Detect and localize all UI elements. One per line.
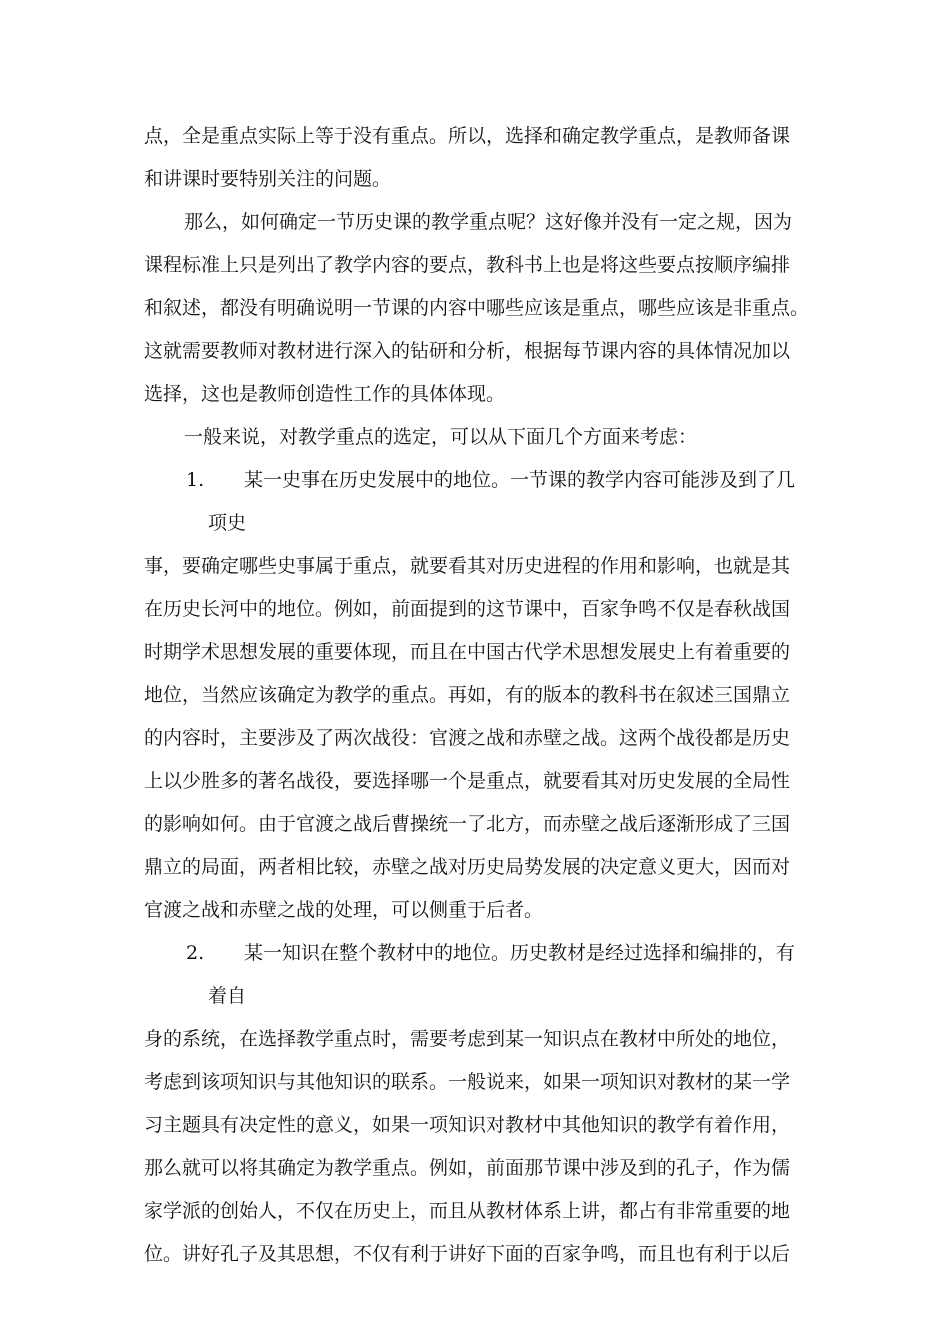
list-item-wrap: 着自 — [208, 985, 247, 1007]
list-number: 1. — [186, 469, 205, 491]
body-text-line: 鼎立的局面，两者相比较，赤壁之战对历史局势发展的决定意义更大，因而对 — [144, 856, 791, 878]
body-text-line: 和讲课时要特别关注的问题。 — [144, 168, 392, 190]
body-text-line: 地位，当然应该确定为教学的重点。再如，有的版本的教科书在叙述三国鼎立 — [144, 684, 791, 706]
body-text-line: 习主题具有决定性的意义，如果一项知识对教材中其他知识的教学有着作用， — [144, 1114, 791, 1136]
body-text-line: 家学派的创始人，不仅在历史上，而且从教材体系上讲，都占有非常重要的地 — [144, 1200, 791, 1222]
body-text-line: 考虑到该项知识与其他知识的联系。一般说来，如果一项知识对教材的某一学 — [144, 1071, 791, 1093]
list-item-heading: 某一史事在历史发展中的地位。一节课的教学内容可能涉及到了几 — [244, 469, 796, 491]
body-text-line: 上以少胜多的著名战役，要选择哪一个是重点，就要看其对历史发展的全局性 — [144, 770, 791, 792]
list-number: 2. — [186, 942, 205, 964]
body-text-line: 选择，这也是教师创造性工作的具体体现。 — [144, 383, 506, 405]
body-text-line: 时期学术思想发展的重要体现，而且在中国古代学术思想发展史上有着重要的 — [144, 641, 791, 663]
body-text-line: 的内容时，主要涉及了两次战役：官渡之战和赤壁之战。这两个战役都是历史 — [144, 727, 791, 749]
body-text-line: 和叙述，都没有明确说明一节课的内容中哪些应该是重点，哪些应该是非重点。 — [144, 297, 810, 319]
body-text-line: 事，要确定哪些史事属于重点，就要看其对历史进程的作用和影响，也就是其 — [144, 555, 791, 577]
list-item-heading: 某一知识在整个教材中的地位。历史教材是经过选择和编排的，有 — [244, 942, 796, 964]
paragraph-first-line: 一般来说，对教学重点的选定，可以从下面几个方面来考虑： — [184, 426, 698, 448]
body-text-line: 点，全是重点实际上等于没有重点。所以，选择和确定教学重点，是教师备课 — [144, 125, 791, 147]
body-text-line: 在历史长河中的地位。例如，前面提到的这节课中，百家争鸣不仅是春秋战国 — [144, 598, 791, 620]
paragraph-first-line: 那么，如何确定一节历史课的教学重点呢？这好像并没有一定之规，因为 — [184, 211, 793, 233]
body-text-line: 身的系统，在选择教学重点时，需要考虑到某一知识点在教材中所处的地位， — [144, 1028, 791, 1050]
body-text-line: 那么就可以将其确定为教学重点。例如，前面那节课中涉及到的孔子，作为儒 — [144, 1157, 791, 1179]
list-item-wrap: 项史 — [208, 512, 247, 534]
body-text-line: 的影响如何。由于官渡之战后曹操统一了北方，而赤壁之战后逐渐形成了三国 — [144, 813, 791, 835]
body-text-line: 这就需要教师对教材进行深入的钻研和分析，根据每节课内容的具体情况加以 — [144, 340, 791, 362]
body-text-line: 位。讲好孔子及其思想，不仅有利于讲好下面的百家争鸣，而且也有利于以后 — [144, 1243, 791, 1265]
body-text-line: 课程标准上只是列出了教学内容的要点，教科书上也是将这些要点按顺序编排 — [144, 254, 791, 276]
body-text-line: 官渡之战和赤壁之战的处理，可以侧重于后者。 — [144, 899, 544, 921]
